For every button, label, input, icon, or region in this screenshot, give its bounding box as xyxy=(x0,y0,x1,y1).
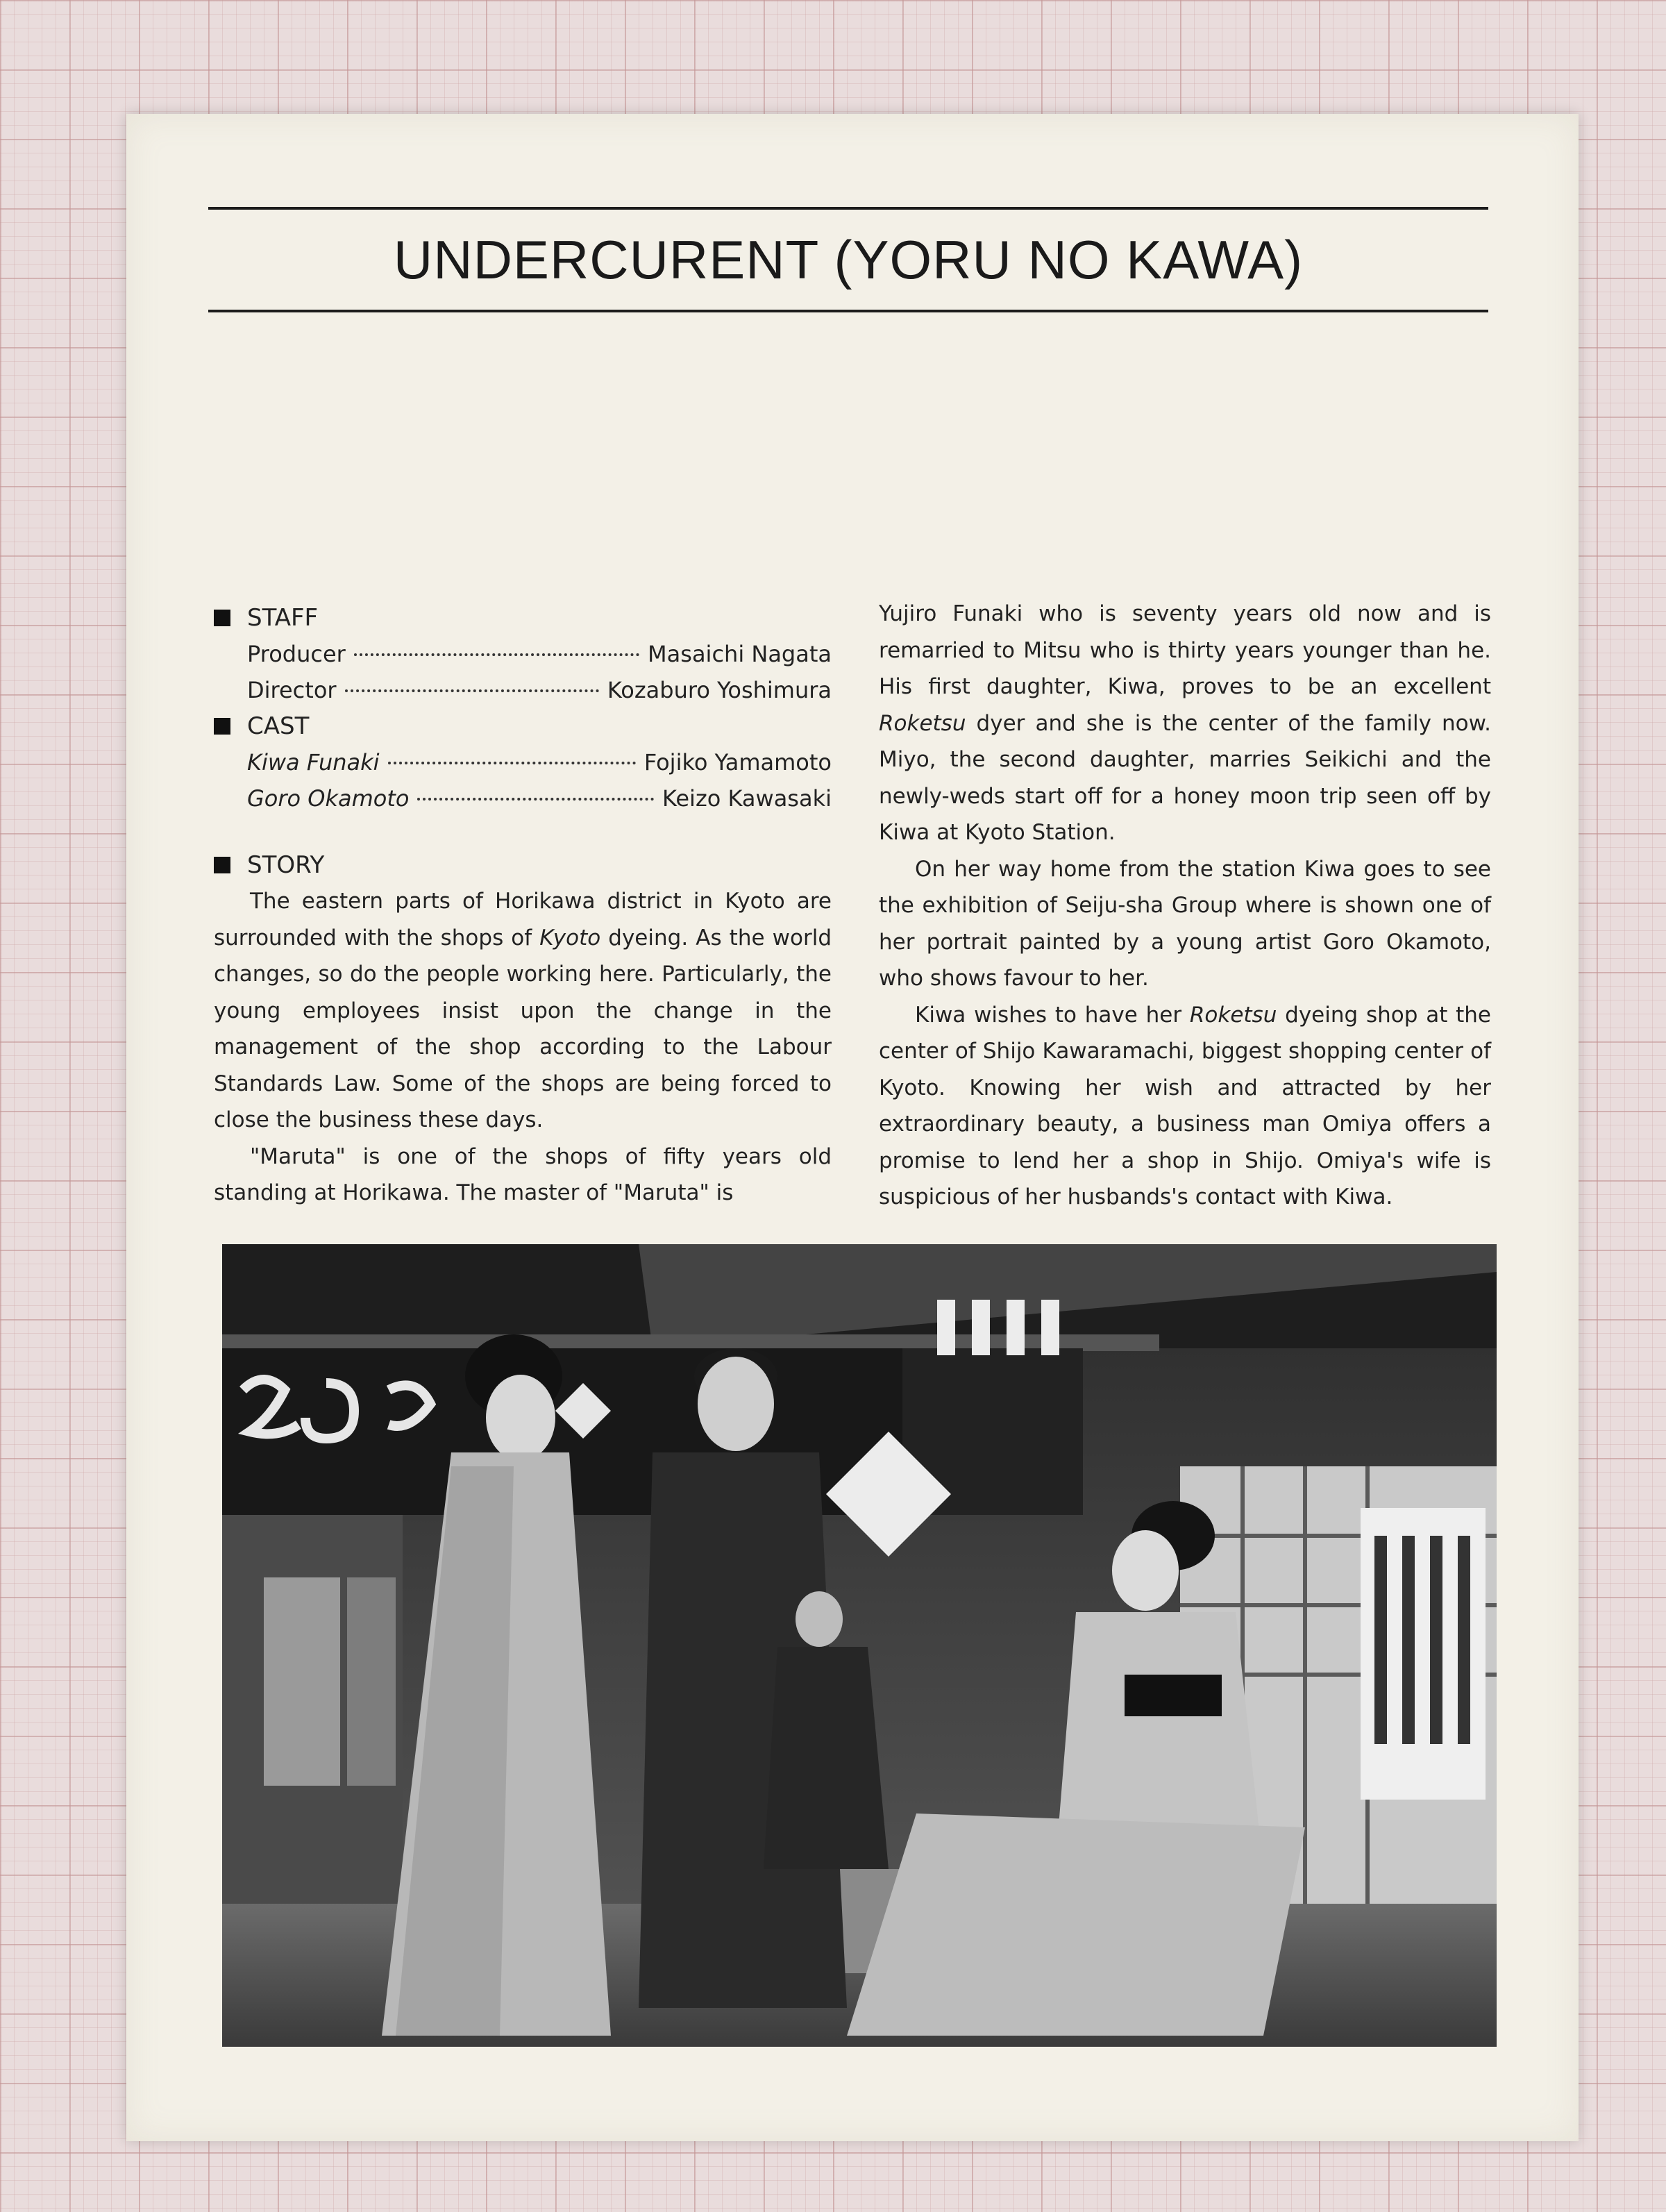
bullet-square-icon xyxy=(214,610,230,626)
cast-heading xyxy=(214,708,832,744)
dot-leader xyxy=(417,798,653,801)
story-heading xyxy=(214,847,832,883)
flyer-sheet xyxy=(126,114,1579,2141)
story-paragraph-1: The eastern parts of Horikawa district in Kyoto are surrounded with the shops of Kyoto dyeing. As the world changes, so do the people working here. Particularly, the young employees insist upon the change in the management of the shop according to the Labour Standards Law. Some of the shops are being forced to close the business these days. xyxy=(214,889,832,1132)
staff-heading-label: STAFF xyxy=(247,604,319,632)
right-column xyxy=(879,596,1491,1216)
bullet-square-icon xyxy=(214,718,230,735)
cast-row xyxy=(214,744,832,780)
cast-name: Fojiko Yamamoto xyxy=(643,749,832,776)
story-paragraph-2: "Maruta" is one of the shops of fifty years old standing at Horikawa. The master of "Maruta" is xyxy=(214,1143,832,1205)
dot-leader xyxy=(345,689,599,692)
credit-name: Masaichi Nagata xyxy=(648,641,832,667)
dot-leader xyxy=(388,762,636,764)
left-column xyxy=(214,600,832,1212)
story-paragraph-4: On her way home from the station Kiwa goes to see the exhibition of Seiju-sha Group where is shown one of her portrait painted by a young artist Goro Okamoto, who shows favour to her. xyxy=(879,856,1491,991)
title-rule-top xyxy=(208,207,1488,210)
cast-row xyxy=(214,780,832,816)
cast-name: Keizo Kawasaki xyxy=(662,785,832,812)
film-still-image xyxy=(222,1244,1497,2047)
credit-role: Producer xyxy=(247,641,346,667)
staff-heading xyxy=(214,600,832,636)
story-paragraph-3: Yujiro Funaki who is seventy years old now and is remarried to Mitsu who is thirty years younger than he. His first daughter, Kiwa, proves to be an excellent Roketsu dyer and she is the center of the family now. Miyo, the second daughter, marries Seikichi and the newly-weds start off for a honey moon trip seen off by Kiwa at Kyoto Station. xyxy=(879,601,1491,845)
title-rule-bottom xyxy=(208,310,1488,312)
credit-row xyxy=(214,672,832,708)
credit-role: Director xyxy=(247,677,337,703)
dot-leader xyxy=(354,653,639,656)
cast-role: Kiwa Funaki xyxy=(247,749,380,776)
cast-role: Goro Okamoto xyxy=(247,785,410,812)
story-heading-label: STORY xyxy=(247,851,325,879)
bullet-square-icon xyxy=(214,857,230,873)
page-title: UNDERCURENT (YORU NO KAWA) xyxy=(393,229,1304,290)
credit-name: Kozaburo Yoshimura xyxy=(607,677,832,703)
film-still-photo xyxy=(222,1244,1497,2047)
story-paragraph-5: Kiwa wishes to have her Roketsu dyeing shop at the center of Shijo Kawaramachi, biggest shopping center of Kyoto. Knowing her wish and attracted by her extraordinary beauty, a business man Omiya offers a promise to lend her a shop in Shijo. Omiya's wife is suspicious of her husbands's contact with Kiwa. xyxy=(879,1002,1492,1209)
cast-heading-label: CAST xyxy=(247,712,310,740)
credit-row xyxy=(214,636,832,672)
